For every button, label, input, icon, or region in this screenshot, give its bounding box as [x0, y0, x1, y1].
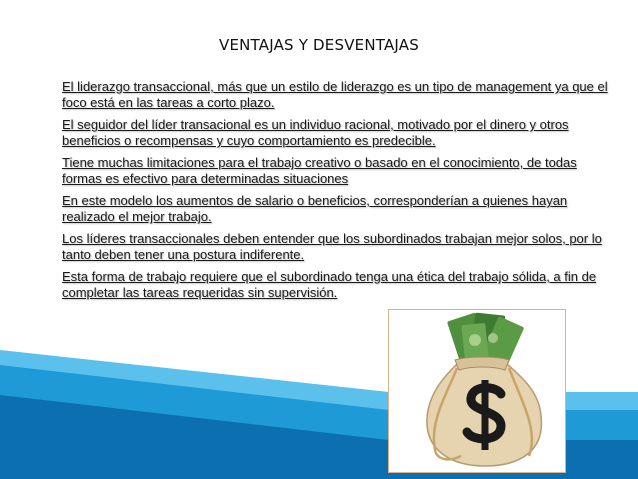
paragraph-4: En este modelo los aumentos de salario o beneficios, corresponderían a quienes hayan realizado el mejor trabajo. — [62, 193, 568, 224]
paragraph-1: El liderazgo transaccional, más que un estilo de liderazgo es un tipo de management ya que el foco está en las tareas a corto plazo. — [62, 79, 608, 110]
paragraph-6: Esta forma de trabajo requiere que el subordinado tenga una ética del trabajo sólida, a fin de completar las tareas requeridas sin supervisión. — [62, 269, 597, 300]
paragraph-5: Los líderes transaccionales deben entender que los subordinados trabajan mejor solos, por lo tanto deben tener una postura indiferente. — [62, 231, 602, 262]
body-text — [62, 79, 614, 307]
money-bag-image — [388, 309, 566, 473]
slide-title: VENTAJAS Y DESVENTAJAS — [219, 36, 419, 54]
money-bag-icon — [389, 310, 565, 472]
paragraph-2: El seguidor del líder transacional es un individuo racional, motivado por el dinero y otros beneficios o recompensas y cuyo comportamiento es predecible. — [62, 117, 569, 148]
paragraph-3: Tiene muchas limitaciones para el trabajo creativo o basado en el conocimiento, de todas formas es efectivo para determinadas situaciones — [62, 155, 577, 186]
